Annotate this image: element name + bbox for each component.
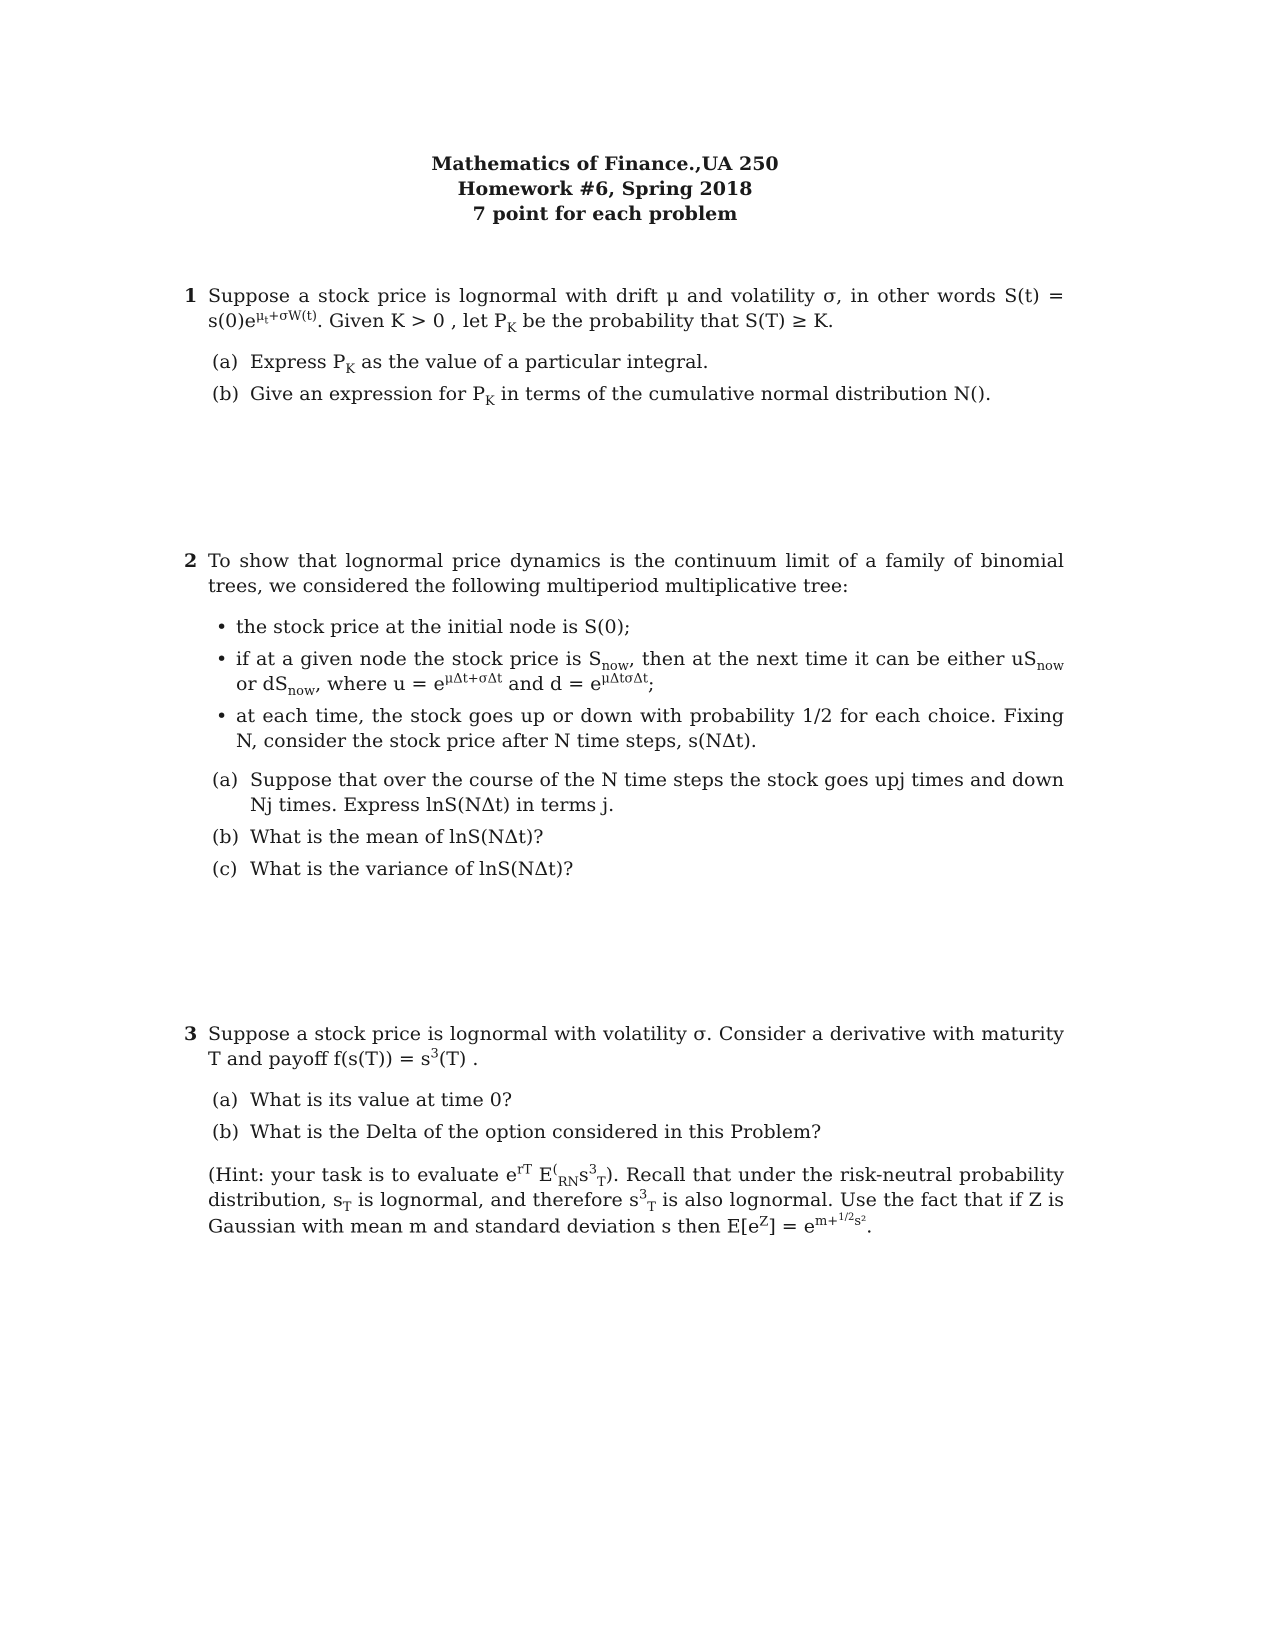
part-a: (a) What is its value at time 0? [212,1089,513,1111]
problem-1 [184,284,1064,414]
homework-title: Homework #6, Spring 2018 [457,178,753,200]
problem-2 [184,549,1064,889]
problem-statement: Suppose a stock price is lognormal with volatility σ. Consider a derivative with maturity T and payoff $f(s(T)) = s^3(T)$ . [208,1023,1064,1070]
problem-number: 2 [184,550,198,572]
problem-number: 1 [184,285,198,307]
bullet-item: • the stock price at the initial node is S(0); [216,616,631,638]
bullet-item: • if at a given node the stock price is $S_{now}$, then at the next time it can be either $uS_{now}$ or $dS_{now}$, where $u = e^{\mu\Delta t+\sigma\Delta t}$ and $d = e^{\mu\Delta t\sigma\Delta t}$; [216,648,1065,699]
tree-assumptions [212,615,1064,754]
part-a: (a) Suppose that over the course of the N time steps the stock goes upj times and down Nj times. Express lnS(NΔt) in terms j. [212,769,1064,816]
part-b: (b) What is the mean of lnS(NΔt)? [212,826,544,848]
problem-statement: To show that lognormal price dynamics is the continuum limit of a family of binomial trees, we considered the following multiperiod multiplicative tree: [208,550,1064,597]
part-a: (a) Express $P_K$ as the value of a particular integral. [212,351,709,377]
points-note: 7 point for each problem [472,203,738,225]
course-title: Mathematics of Finance.,UA 250 [431,153,779,175]
problem-statement: Suppose a stock price is lognormal with drift μ and volatility σ, in other words $S(t) = s(0)e^{\mu_t+\sigma W(t)}$. Given K > 0 , let $P_K$ be the probability that S(T) ≥ K. [208,285,1064,336]
problem-3 [184,1022,1064,1240]
document-header [0,152,1210,227]
part-c: (c) What is the variance of lnS(NΔt)? [212,858,574,880]
part-b: (b) What is the Delta of the option considered in this Problem? [212,1121,822,1143]
problem-parts [212,1088,1064,1145]
problem-parts [212,350,1064,407]
bullet-item: • at each time, the stock goes up or down with probability 1/2 for each choice. Fixing N, consider the stock price after N time steps, s(NΔt). [216,705,1064,752]
problem-number: 3 [184,1023,198,1045]
hint-paragraph: (Hint: your task is to evaluate $e^{rT}$ $E^(_{RN}s^3_T$). Recall that under the risk-neutral probability distribution, $s_T$ is lognormal, and therefore $s^3_T$ is also lognormal. Use the fact that if Z is Gaussian with mean m and standard deviation s then $E[e^Z] = e^{m+1/2s^2}$. [208,1162,1065,1238]
problem-parts [212,768,1064,882]
part-b: (b) Give an expression for $P_K$ in terms of the cumulative normal distribution N(). [212,383,992,409]
